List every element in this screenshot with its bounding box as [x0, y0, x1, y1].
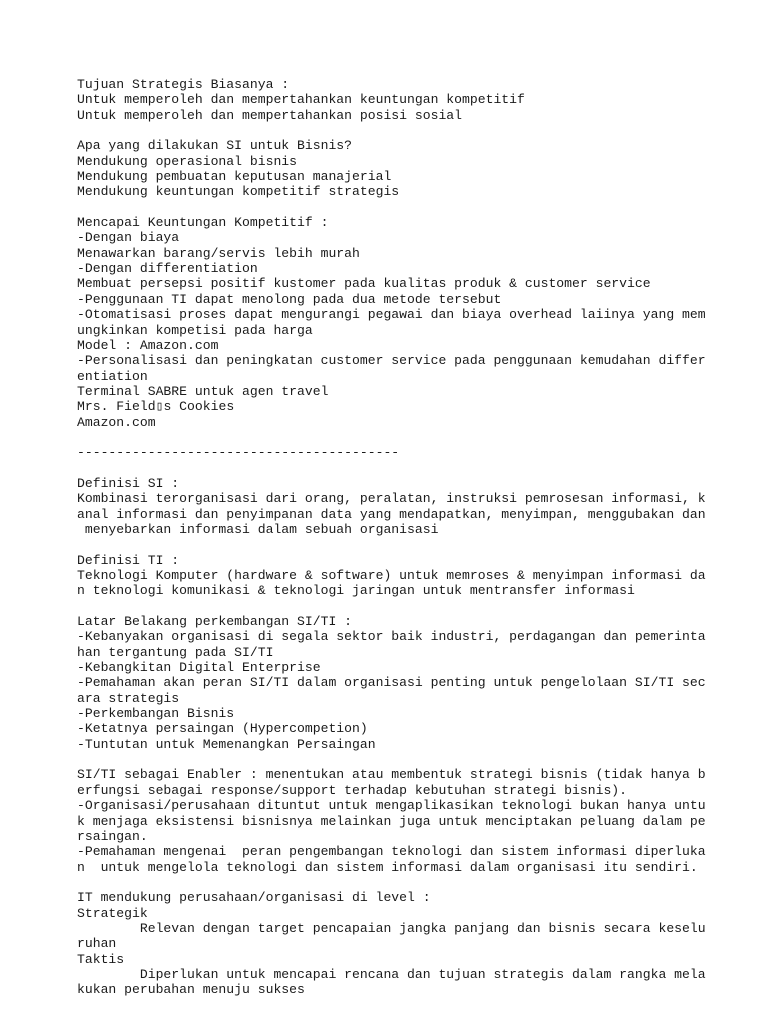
text-line: -Dengan biaya [77, 230, 180, 246]
text-line: Mendukung operasional bisnis [77, 153, 298, 169]
blank-line [77, 461, 717, 476]
text-line: Definisi SI : [77, 475, 180, 491]
blank-line [77, 430, 717, 445]
text-line: Mendukung pembuatan keputusan manajerial [77, 169, 392, 185]
text-line: Mendukung keuntungan kompetitif strategis [77, 184, 400, 200]
text-line: -Otomatisasi proses dapat mengurangi pegawai dan biaya overhead laiinya yang mem [77, 307, 706, 323]
text-line: menyebarkan informasi dalam sebuah organisasi [77, 521, 439, 537]
text-line: Teknologi Komputer (hardware & software) untuk memroses & menyimpan informasi da [77, 568, 706, 583]
text-line: Membuat persepsi positif kustomer pada kualitas produk & customer service [77, 276, 651, 292]
text-line: -Ketatnya persaingan (Hypercompetion) [77, 721, 368, 737]
text-line: Definisi TI : [77, 552, 180, 568]
text-line: n untuk mengelola teknologi dan sistem informasi dalam organisasi itu sendiri. [77, 859, 698, 875]
blank-line [77, 875, 717, 890]
text-line: Kombinasi terorganisasi dari orang, peralatan, instruksi pemrosesan informasi, k [77, 491, 706, 507]
text-line: -Pemahaman mengenai peran pengembangan teknologi dan sistem informasi diperluka [77, 844, 706, 860]
text-line: Model : Amazon.com [77, 337, 219, 353]
text-line: Amazon.com [77, 414, 156, 430]
text-line: Terminal SABRE untuk agen travel [77, 383, 329, 399]
text-line: anal informasi dan penyimpanan data yang mendapatkan, menyimpan, menggubakan dan [77, 506, 706, 522]
text-line: Latar Belakang perkembangan SI/TI : [77, 614, 353, 630]
text-line: -Personalisasi dan peningkatan customer service pada penggunaan kemudahan differ [77, 353, 706, 369]
text-line: -Kebangkitan Digital Enterprise [77, 660, 321, 676]
text-line: -Penggunaan TI dapat menolong pada dua metode tersebut [77, 291, 502, 307]
text-line: Untuk memperoleh dan mempertahankan posisi sosial [77, 107, 463, 123]
text-line: Strategik [77, 905, 148, 921]
text-line: Mrs. Field▯s Cookies [77, 399, 235, 415]
text-line: Relevan dengan target pencapaian jangka panjang dan bisnis secara keselu [77, 920, 706, 936]
text-line: n teknologi komunikasi & teknologi jaringan untuk mentransfer informasi [77, 583, 635, 599]
text-line: -Dengan differentiation [77, 261, 258, 277]
text-line: -Perkembangan Bisnis [77, 706, 235, 722]
blank-line [77, 200, 717, 215]
document-text [77, 77, 717, 998]
blank-line [77, 599, 717, 614]
text-line: han tergantung pada SI/TI [77, 644, 274, 660]
text-line: Untuk memperoleh dan mempertahankan keuntungan kompetitif [77, 92, 525, 108]
text-line: IT mendukung perusahaan/organisasi di level : [77, 890, 431, 906]
text-line: Diperlukan untuk mencapai rencana dan tujuan strategis dalam rangka mela [77, 966, 706, 982]
text-line: ara strategis [77, 690, 180, 706]
text-line: -Tuntutan untuk Memenangkan Persaingan [77, 736, 376, 752]
text-line: kukan perubahan menuju sukses [77, 982, 305, 998]
blank-line [77, 537, 717, 552]
text-line: ----------------------------------------- [77, 445, 400, 461]
text-line: Menawarkan barang/servis lebih murah [77, 245, 360, 261]
blank-line [77, 123, 717, 138]
text-line: -Pemahaman akan peran SI/TI dalam organisasi penting untuk pengelolaan SI/TI sec [77, 675, 706, 691]
text-line: Mencapai Keuntungan Kompetitif : [77, 215, 329, 231]
text-line: -Kebanyakan organisasi di segala sektor baik industri, perdagangan dan pemerinta [77, 629, 706, 645]
text-line: -Organisasi/perusahaan dituntut untuk mengaplikasikan teknologi bukan hanya untu [77, 798, 706, 814]
text-line: Taktis [77, 951, 125, 967]
text-line: ungkinkan kompetisi pada harga [77, 322, 313, 338]
text-line: Tujuan Strategis Biasanya : [77, 77, 290, 92]
text-line: entiation [77, 368, 148, 384]
text-line: k menjaga eksistensi bisnisnya melainkan juga untuk menciptakan peluang dalam pe [77, 813, 706, 829]
text-line: ruhan [77, 936, 117, 952]
text-line: SI/TI sebagai Enabler : menentukan atau membentuk strategi bisnis (tidak hanya b [77, 767, 706, 783]
text-line: Apa yang dilakukan SI untuk Bisnis? [77, 138, 353, 154]
text-line: rsaingan. [77, 828, 148, 844]
text-line: erfungsi sebagai response/support terhadap kebutuhan strategi bisnis). [77, 782, 628, 798]
blank-line [77, 752, 717, 767]
